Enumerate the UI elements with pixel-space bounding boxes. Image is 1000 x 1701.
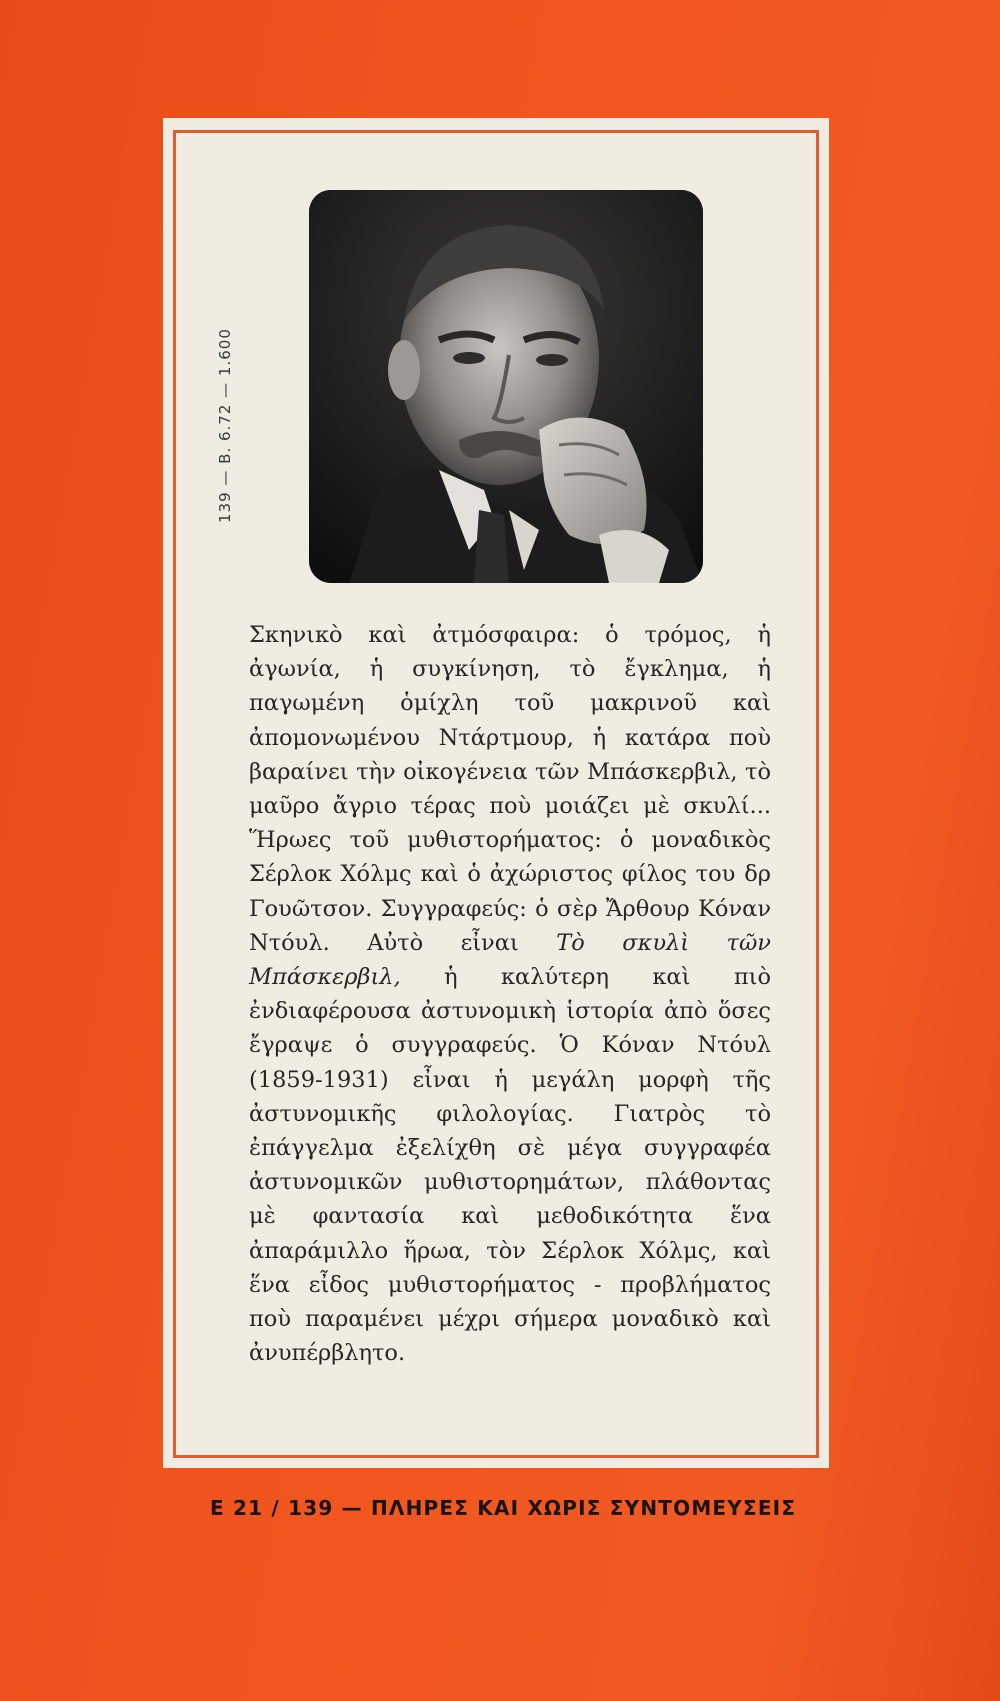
print-code: 139 — Β. 6.72 — 1.600 — [216, 328, 234, 523]
book-title-italic: Τὸ σκυλὶ τῶν Μπάσκερβιλ, — [249, 929, 771, 991]
synopsis-part-1: Σκηνικὸ καὶ ἀτμόσφαιρα: ὁ τρόμος, ἡ ἀγωνία, ἡ συγκίνηση, τὸ ἔγκλημα, ἡ παγωμένη ὁμίχλη τοῦ μακρινοῦ καὶ ἀπομονωμένου Ντάρτμουρ, ἡ κατάρα ποὺ βαραίνει τὴν οἰκογένεια τῶν Μπάσκερβιλ, τὸ μαῦρο ἄγριο τέρας ποὺ μοιάζει μὲ σκυλί... Ἥρωες τοῦ μυθιστορήματος: ὁ μοναδικὸς Σέρλοκ Χόλμς καὶ ὁ ἀχώριστος φίλος του δρ Γουῶτσον. Συγγραφεύς: ὁ σὲρ Ἄρθουρ Κόναν Ντόυλ. Αὐτὸ εἶναι — [249, 622, 771, 956]
synopsis-part-2: ἡ καλύτερη καὶ πιὸ ἐνδιαφέρουσα ἀστυνομικὴ ἱστορία ἀπὸ ὅσες ἔγραψε ὁ συγγραφεύς. Ὁ Κόναν Ντόυλ (1859-1931) εἶναι ἡ μεγάλη μορφὴ τῆς ἀστυνομικῆς φιλολογίας. Γιατρὸς τὸ ἐπάγγελμα ἐξελίχθη σὲ μέγα συγγραφέα ἀστυνομικῶν μυθιστορημάτων, πλάθοντας μὲ φαντασία καὶ μεθοδικότητα ἕνα ἀπαράμιλλο ἥρωα, τὸν Σέρλοκ Χόλμς, καὶ ἕνα εἶδος μυθιστορήματος - προβλήματος ποὺ παραμένει μέχρι σήμερα μοναδικὸ καὶ ἀνυπέρβλητο. — [249, 964, 771, 1367]
synopsis-text — [249, 618, 771, 1370]
series-footer: Ε 21 / 139 — ΠΛΗΡΕΣ ΚΑΙ ΧΩΡΙΣ ΣΥΝΤΟΜΕΥΣΕΙΣ — [210, 1496, 797, 1520]
text-panel — [163, 118, 829, 1468]
portrait-photo-icon — [309, 190, 703, 583]
author-portrait — [309, 190, 703, 583]
